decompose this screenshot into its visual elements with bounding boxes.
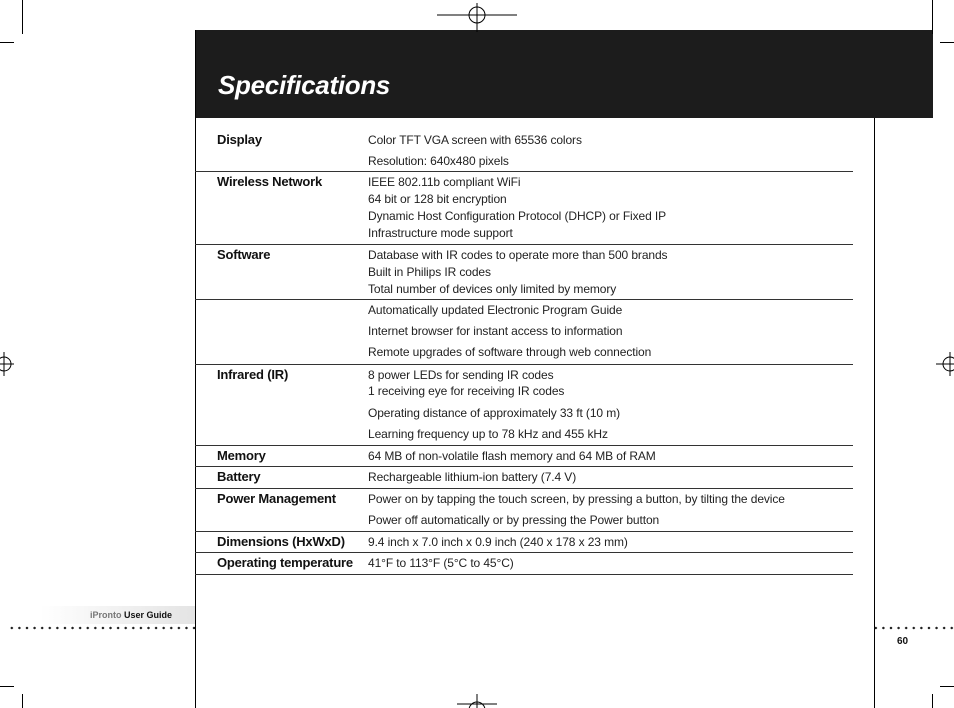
spec-value: 64 bit or 128 bit encryption xyxy=(368,192,507,206)
spec-row-operating-temperature xyxy=(195,553,853,575)
spec-value: Remote upgrades of software through web connection xyxy=(368,345,652,359)
spec-row-software-features xyxy=(195,300,853,365)
spec-value: 64 MB of non-volatile flash memory and 64 MB of RAM xyxy=(368,449,656,463)
spec-value: 41°F to 113°F (5°C to 45°C) xyxy=(368,556,514,570)
spec-value: 9.4 inch x 7.0 inch x 0.9 inch (240 x 178 x 23 mm) xyxy=(368,535,628,549)
crop-mark xyxy=(22,0,23,34)
crop-mark xyxy=(932,0,933,34)
page-title: Specifications xyxy=(218,70,391,100)
spec-label: Power Management xyxy=(217,491,336,506)
spec-value: 1 receiving eye for receiving IR codes xyxy=(368,384,565,398)
spec-row-wireless-network xyxy=(195,172,853,245)
spec-row-dimensions xyxy=(195,532,853,553)
spec-label: Dimensions (HxWxD) xyxy=(217,534,345,549)
crop-mark xyxy=(940,42,954,43)
spec-label: Infrared (IR) xyxy=(217,367,289,382)
footer-guide: User Guide xyxy=(124,610,173,620)
spec-value: 8 power LEDs for sending IR codes xyxy=(368,368,554,382)
spec-value: Database with IR codes to operate more than 500 brands xyxy=(368,248,668,262)
crop-mark xyxy=(0,42,14,43)
spec-value: Total number of devices only limited by memory xyxy=(368,282,617,296)
spec-value: Power off automatically or by pressing the Power button xyxy=(368,513,660,527)
spec-table xyxy=(195,118,853,575)
spec-value: Infrastructure mode support xyxy=(368,226,513,240)
spec-row-software xyxy=(195,245,853,300)
spec-row-infrared xyxy=(195,365,853,446)
spec-label: Memory xyxy=(217,448,266,463)
spec-row-power-management xyxy=(195,489,853,532)
spec-row-memory xyxy=(195,446,853,467)
spec-label: Battery xyxy=(217,469,261,484)
spec-value: Automatically updated Electronic Program Guide xyxy=(368,303,623,317)
spec-row-battery xyxy=(195,467,853,489)
spec-value: Rechargeable lithium-ion battery (7.4 V) xyxy=(368,470,577,484)
spec-value: Power on by tapping the touch screen, by pressing a button, by tilting the device xyxy=(368,492,785,506)
dotted-rule-right xyxy=(872,626,954,630)
spec-value: IEEE 802.11b compliant WiFi xyxy=(368,175,521,189)
crop-mark xyxy=(22,694,23,708)
spec-label: Operating temperature xyxy=(217,555,353,570)
crop-mark xyxy=(0,686,14,687)
spec-value: Color TFT VGA screen with 65536 colors xyxy=(368,133,582,147)
spec-label: Wireless Network xyxy=(217,174,323,189)
footer-brand: iPronto xyxy=(90,610,122,620)
registration-mark-icon xyxy=(457,694,497,708)
footer-guide-label xyxy=(90,610,172,620)
dotted-rule-left xyxy=(8,626,198,630)
spec-value: Built in Philips IR codes xyxy=(368,265,491,279)
spec-row-display xyxy=(195,118,853,172)
spec-value: Dynamic Host Configuration Protocol (DHCP) or Fixed IP xyxy=(368,209,667,223)
right-frame-line xyxy=(874,118,875,708)
spec-value: Internet browser for instant access to information xyxy=(368,324,623,338)
spec-value: Operating distance of approximately 33 ft (10 m) xyxy=(368,406,620,420)
spec-label: Display xyxy=(217,132,262,147)
registration-mark-icon xyxy=(437,0,517,32)
registration-mark-icon xyxy=(936,352,954,376)
crop-mark xyxy=(940,686,954,687)
crop-mark xyxy=(932,694,933,708)
registration-mark-icon xyxy=(0,352,14,376)
spec-value: Learning frequency up to 78 kHz and 455 kHz xyxy=(368,427,608,441)
spec-value: Resolution: 640x480 pixels xyxy=(368,154,509,168)
page-number: 60 xyxy=(897,636,909,647)
spec-label: Software xyxy=(217,247,271,262)
